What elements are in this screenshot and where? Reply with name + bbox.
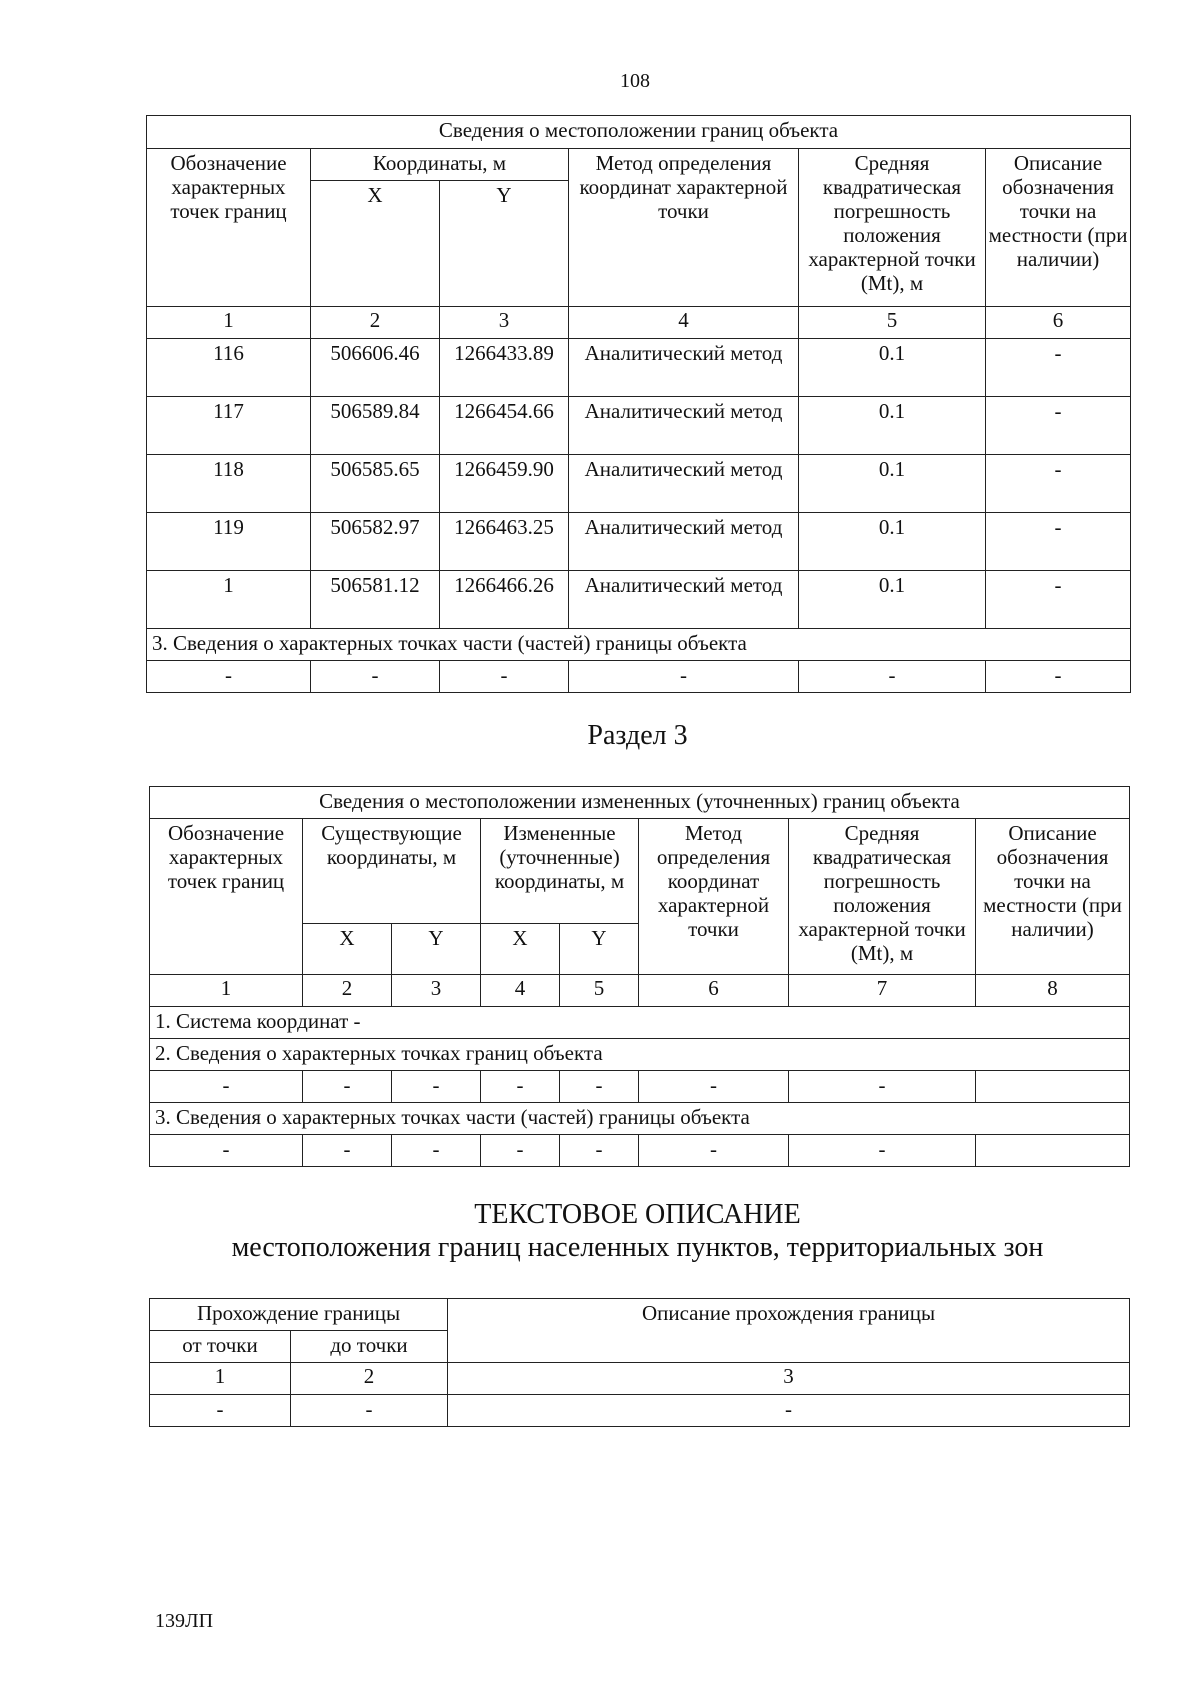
part-points-heading: 3. Сведения о характерных точках части (частей) границы объекта — [150, 1103, 1130, 1135]
footer-code: 139ЛП — [155, 1610, 214, 1632]
cell-x: 506582.97 — [311, 513, 440, 571]
table-row — [147, 339, 1131, 397]
header-x: X — [303, 924, 392, 975]
column-number: 5 — [560, 975, 639, 1007]
column-number: 5 — [799, 307, 986, 339]
cell-mt: 0.1 — [799, 397, 986, 455]
column-number: 3 — [392, 975, 481, 1007]
cell-mt: 0.1 — [799, 455, 986, 513]
header-existing-coordinates: Существующие координаты, м — [303, 819, 481, 924]
column-number: 1 — [150, 1363, 291, 1395]
cell-empty: - — [481, 1071, 560, 1103]
boundary-passage-table — [149, 1298, 1130, 1427]
column-number: 6 — [986, 307, 1131, 339]
header-method: Метод определения координат характерной точки — [569, 149, 799, 307]
cell-empty: - — [303, 1071, 392, 1103]
header-method: Метод определения координат характерной точки — [639, 819, 789, 975]
cell-empty: - — [448, 1395, 1130, 1427]
cell-empty: - — [789, 1071, 976, 1103]
cell-empty: - — [639, 1071, 789, 1103]
table-row — [150, 1071, 1130, 1103]
cell-empty: - — [311, 661, 440, 693]
table-row — [150, 1395, 1130, 1427]
column-numbers-row — [150, 975, 1130, 1007]
cell-empty: - — [560, 1071, 639, 1103]
points-heading: 2. Сведения о характерных точках границ объекта — [150, 1039, 1130, 1071]
header-y: Y — [560, 924, 639, 975]
cell-mt: 0.1 — [799, 513, 986, 571]
cell-y: 1266454.66 — [440, 397, 569, 455]
cell-mt: 0.1 — [799, 339, 986, 397]
column-number: 4 — [481, 975, 560, 1007]
cell-y: 1266433.89 — [440, 339, 569, 397]
column-number: 3 — [448, 1363, 1130, 1395]
cell-desc: - — [986, 339, 1131, 397]
header-y: Y — [440, 181, 569, 307]
cell-empty: - — [392, 1135, 481, 1167]
cell-empty: - — [789, 1135, 976, 1167]
text-description-title — [0, 1198, 1200, 1264]
header-changed-coordinates: Измененные (уточненные) координаты, м — [481, 819, 639, 924]
header-x: X — [311, 181, 440, 307]
table-caption: Сведения о местоположении измененных (уточненных) границ объекта — [150, 787, 1130, 819]
cell-empty: - — [291, 1395, 448, 1427]
header-from-point: от точки — [150, 1331, 291, 1363]
cell-desc: - — [986, 455, 1131, 513]
header-point-designation: Обозначение характерных точек границ — [150, 819, 303, 975]
cell-point: 1 — [147, 571, 311, 629]
cell-y: 1266463.25 — [440, 513, 569, 571]
coordinate-system-row: 1. Система координат - — [150, 1007, 1130, 1039]
cell-empty: - — [392, 1071, 481, 1103]
column-number: 2 — [311, 307, 440, 339]
cell-method: Аналитический метод — [569, 513, 799, 571]
column-number: 2 — [303, 975, 392, 1007]
header-passage: Прохождение границы — [150, 1299, 448, 1331]
cell-empty: - — [303, 1135, 392, 1167]
cell-method: Аналитический метод — [569, 571, 799, 629]
cell-empty — [976, 1071, 1130, 1103]
header-description: Описание обозначения точки на местности (при наличии) — [976, 819, 1130, 975]
changed-boundary-table — [149, 786, 1130, 1167]
cell-x: 506581.12 — [311, 571, 440, 629]
cell-mt: 0.1 — [799, 571, 986, 629]
cell-y: 1266459.90 — [440, 455, 569, 513]
column-number: 1 — [147, 307, 311, 339]
cell-desc: - — [986, 397, 1131, 455]
cell-point: 118 — [147, 455, 311, 513]
table-row — [147, 513, 1131, 571]
header-x: X — [481, 924, 560, 975]
cell-empty: - — [639, 1135, 789, 1167]
column-number: 8 — [976, 975, 1130, 1007]
cell-method: Аналитический метод — [569, 455, 799, 513]
header-point-designation: Обозначение характерных точек границ — [147, 149, 311, 307]
table-row — [147, 661, 1131, 693]
cell-y: 1266466.26 — [440, 571, 569, 629]
column-number: 1 — [150, 975, 303, 1007]
section-title: Раздел 3 — [587, 720, 688, 751]
cell-empty: - — [560, 1135, 639, 1167]
cell-empty: - — [986, 661, 1131, 693]
cell-empty: - — [150, 1395, 291, 1427]
column-number: 6 — [639, 975, 789, 1007]
header-description: Описание обозначения точки на местности (при наличии) — [986, 149, 1131, 307]
cell-empty: - — [150, 1135, 303, 1167]
cell-empty: - — [481, 1135, 560, 1167]
header-to-point: до точки — [291, 1331, 448, 1363]
cell-point: 117 — [147, 397, 311, 455]
cell-x: 506606.46 — [311, 339, 440, 397]
boundary-location-table — [146, 115, 1131, 693]
header-passage-description: Описание прохождения границы — [448, 1299, 1130, 1363]
cell-method: Аналитический метод — [569, 397, 799, 455]
cell-point: 119 — [147, 513, 311, 571]
cell-empty: - — [569, 661, 799, 693]
table-row — [147, 571, 1131, 629]
header-coordinates: Координаты, м — [311, 149, 569, 181]
cell-empty: - — [150, 1071, 303, 1103]
page-number: 108 — [620, 70, 650, 92]
header-mean-error: Средняя квадратическая погрешность положения характерной точки (Mt), м — [799, 149, 986, 307]
header-mean-error: Средняя квадратическая погрешность положения характерной точки (Mt), м — [789, 819, 976, 975]
cell-empty: - — [799, 661, 986, 693]
cell-x: 506585.65 — [311, 455, 440, 513]
title-line-1: ТЕКСТОВОЕ ОПИСАНИЕ — [474, 1199, 801, 1230]
cell-empty: - — [147, 661, 311, 693]
table-row — [147, 397, 1131, 455]
cell-desc: - — [986, 513, 1131, 571]
cell-empty — [976, 1135, 1130, 1167]
cell-point: 116 — [147, 339, 311, 397]
column-number: 7 — [789, 975, 976, 1007]
table-caption: Сведения о местоположении границ объекта — [147, 116, 1131, 149]
column-numbers-row — [150, 1363, 1130, 1395]
header-y: Y — [392, 924, 481, 975]
cell-x: 506589.84 — [311, 397, 440, 455]
column-number: 4 — [569, 307, 799, 339]
cell-empty: - — [440, 661, 569, 693]
table-row — [147, 455, 1131, 513]
column-number: 2 — [291, 1363, 448, 1395]
column-number: 3 — [440, 307, 569, 339]
cell-method: Аналитический метод — [569, 339, 799, 397]
column-numbers-row — [147, 307, 1131, 339]
part-points-heading: 3. Сведения о характерных точках части (частей) границы объекта — [147, 629, 1131, 661]
title-line-2: местоположения границ населенных пунктов, территориальных зон — [231, 1232, 1044, 1264]
cell-desc: - — [986, 571, 1131, 629]
table-row — [150, 1135, 1130, 1167]
